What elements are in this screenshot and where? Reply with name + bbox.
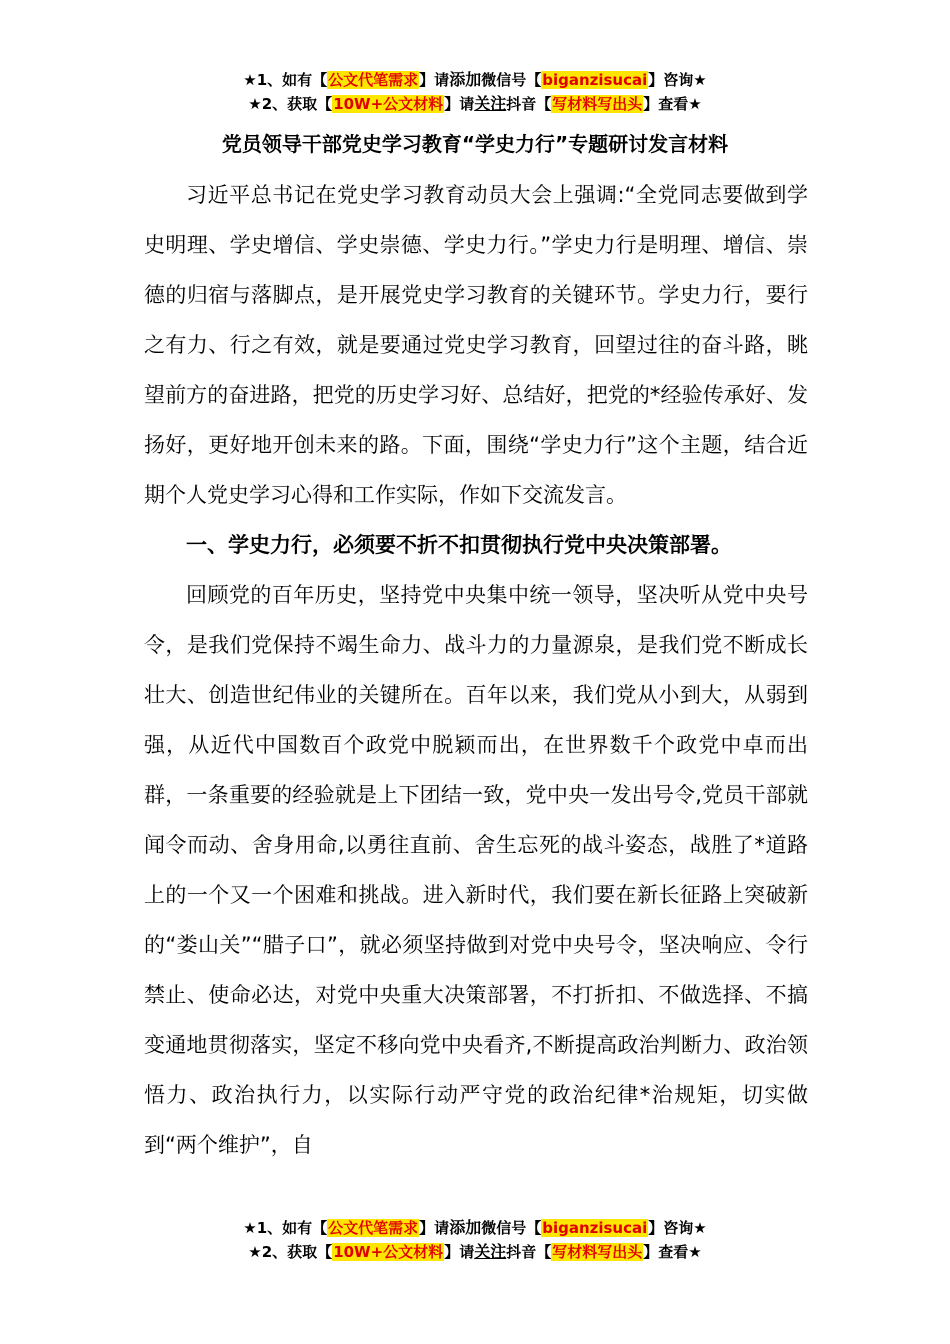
banner-highlight-douyin: 写材料写出头	[552, 1243, 643, 1261]
banner-line-2	[0, 1240, 950, 1264]
footer-banner	[0, 1216, 950, 1264]
document-body	[144, 170, 808, 1170]
banner-highlight: 10W+公文材料	[333, 1243, 444, 1261]
paragraph-section-1: 回顾党的百年历史，坚持党中央集中统一领导，坚决听从党中央号令，是我们党保持不竭生命力、战斗力的力量源泉，是我们党不断成长壮大、创造世纪伟业的关键所在。百年以来，我们党从小到大，从弱到强，从近代中国数百个政党中脱颖而出，在世界数千个政党中卓而出群，一条重要的经验就是上下团结一致，党中央一发出号令,党员干部就闻令而动、舍身用命,以勇往直前、舍生忘死的战斗姿态，战胜了*道路上的一个又一个困难和挑战。进入新时代，我们要在新长征路上突破新的“娄山关”“腊子口”，就必须坚持做到对党中央号令，坚决响应、令行禁止、使命必达，对党中央重大决策部署，不打折扣、不做选择、不搞变通地贯彻落实，坚定不移向党中央看齐,不断提高政治判断力、政治领悟力、政治执行力，以实际行动严守党的政治纪律*治规矩，切实做到“两个维护”，自	[144, 583, 808, 1157]
banner-emphasis: 添加	[449, 1218, 482, 1237]
banner-emphasis: 关注	[474, 1242, 507, 1261]
paragraph-intro: 习近平总书记在党史学习教育动员大会上强调:“全党同志要做到学史明理、学史增信、学史崇德、学史力行。”学史力行是明理、增信、崇德的归宿与落脚点，是开展党史学习教育的关键环节。学史力行，要行之有力、行之有效，就是要通过党史学习教育，回望过往的奋斗路，眺望前方的奋进路，把党的历史学习好、总结好，把党的*经验传承好、发扬好，更好地开创未来的路。下面，围绕“学史力行”这个主题，结合近期个人党史学习心得和工作实际，作如下交流发言。	[144, 183, 808, 507]
banner-emphasis: 添加	[449, 70, 482, 89]
banner-text: 】请	[444, 1243, 475, 1261]
banner-text: ★1、如有【	[243, 1219, 328, 1237]
section-heading-1: 一、学史力行，必须要不折不扣贯彻执行党中央决策部署。	[186, 533, 732, 557]
banner-text: 抖音【	[506, 95, 552, 113]
banner-text: 抖音【	[506, 1243, 552, 1261]
banner-highlight: 公文代笔需求	[328, 71, 419, 89]
banner-text: 微信号【	[481, 71, 542, 89]
banner-text: ★1、如有【	[243, 71, 328, 89]
banner-highlight: 10W+公文材料	[333, 95, 444, 113]
banner-text: ★2、获取【	[248, 95, 333, 113]
banner-text: 】请	[444, 95, 475, 113]
banner-line-2	[0, 92, 950, 116]
header-banner	[0, 68, 950, 116]
banner-text: 】请	[419, 1219, 450, 1237]
banner-text: 】查看★	[643, 1243, 702, 1261]
banner-line-1	[0, 68, 950, 92]
banner-text: 】咨询★	[648, 71, 707, 89]
banner-text: 】查看★	[643, 95, 702, 113]
banner-text: ★2、获取【	[248, 1243, 333, 1261]
banner-text: 】咨询★	[648, 1219, 707, 1237]
banner-line-1	[0, 1216, 950, 1240]
banner-highlight: 公文代笔需求	[328, 1219, 419, 1237]
banner-highlight-douyin: 写材料写出头	[552, 95, 643, 113]
banner-highlight-wechat: biganzisucai	[542, 71, 648, 89]
banner-text: 】请	[419, 71, 450, 89]
banner-highlight-wechat: biganzisucai	[542, 1219, 648, 1237]
banner-emphasis: 关注	[474, 94, 507, 113]
banner-text: 微信号【	[481, 1219, 542, 1237]
document-title: 党员领导干部党史学习教育“学史力行”专题研讨发言材料	[221, 132, 729, 156]
